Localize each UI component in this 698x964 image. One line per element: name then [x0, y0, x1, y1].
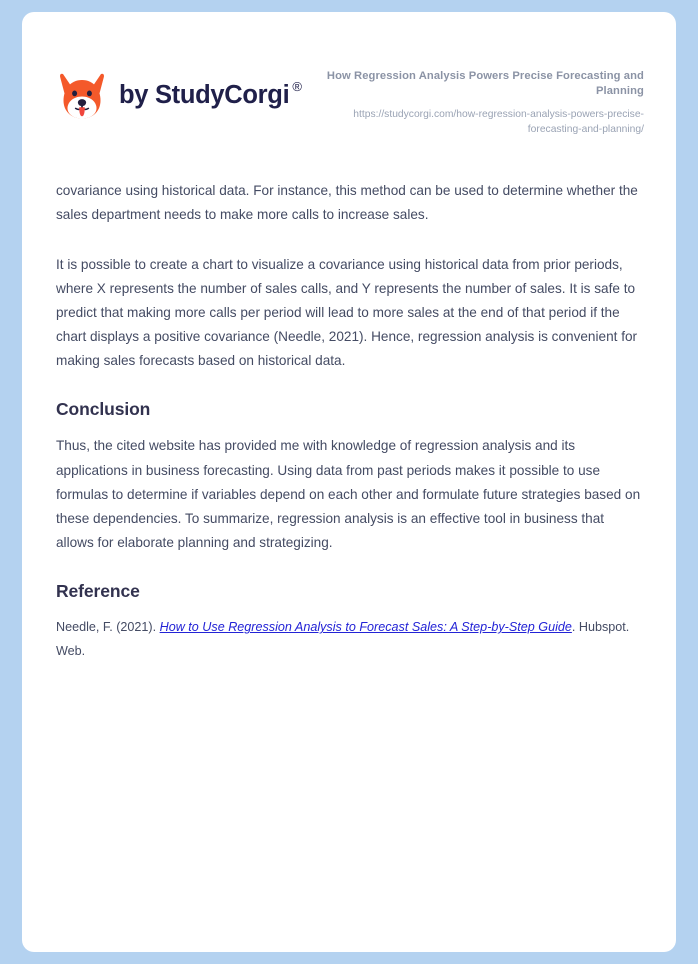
- conclusion-paragraph: Thus, the cited website has provided me with knowledge of regression analysis and its applications in business forecasting. Using data from past periods makes it possible to use formulas to determine if variables depend on each other and formulate future strategies based on these dependencies. To summarize, regression analysis is an effective tool in business that allows for elaborate planning and strategizing.: [56, 438, 641, 551]
- reference-author-year: Needle, F. (2021).: [56, 620, 160, 635]
- brand-wordmark-text: by StudyCorgi: [119, 81, 290, 110]
- registered-trademark-icon: ®: [292, 79, 302, 95]
- reference-section: [56, 581, 642, 663]
- reference-heading: Reference: [56, 581, 140, 602]
- reference-suffix: . Hubspot. Web.: [56, 620, 630, 658]
- body-paragraph: It is possible to create a chart to visualize a covariance using historical data from prior periods, where X represents the number of sales calls, and Y represents the number of sales. It is safe to predict that making more calls per period will lead to more sales at the end of that period if the chart displays a positive covariance (Needle, 2021). Hence, regression analysis is convenient for making sales forecasts based on historical data.: [56, 256, 638, 369]
- reference-entry: [56, 616, 642, 663]
- document-body: [22, 179, 676, 663]
- body-paragraph: covariance using historical data. For instance, this method can be used to determine whether the sales department needs to make more calls to increase sales.: [56, 183, 638, 223]
- brand-logo: [56, 60, 302, 122]
- header-meta: [302, 60, 644, 137]
- reference-link[interactable]: How to Use Regression Analysis to Forecast Sales: A Step-by-Step Guide: [159, 620, 572, 635]
- page-url: https://studycorgi.com/how-regression-analysis-powers-precise-forecasting-and-planning/: [353, 108, 644, 135]
- brand-wordmark: [119, 79, 302, 110]
- conclusion-heading: Conclusion: [56, 399, 151, 420]
- conclusion-section: [56, 399, 642, 555]
- document-page: [22, 12, 676, 952]
- document-header: [22, 12, 676, 137]
- corgi-logo-icon: [56, 70, 108, 122]
- page-title: How Regression Analysis Powers Precise Forecasting and Planning: [326, 70, 644, 98]
